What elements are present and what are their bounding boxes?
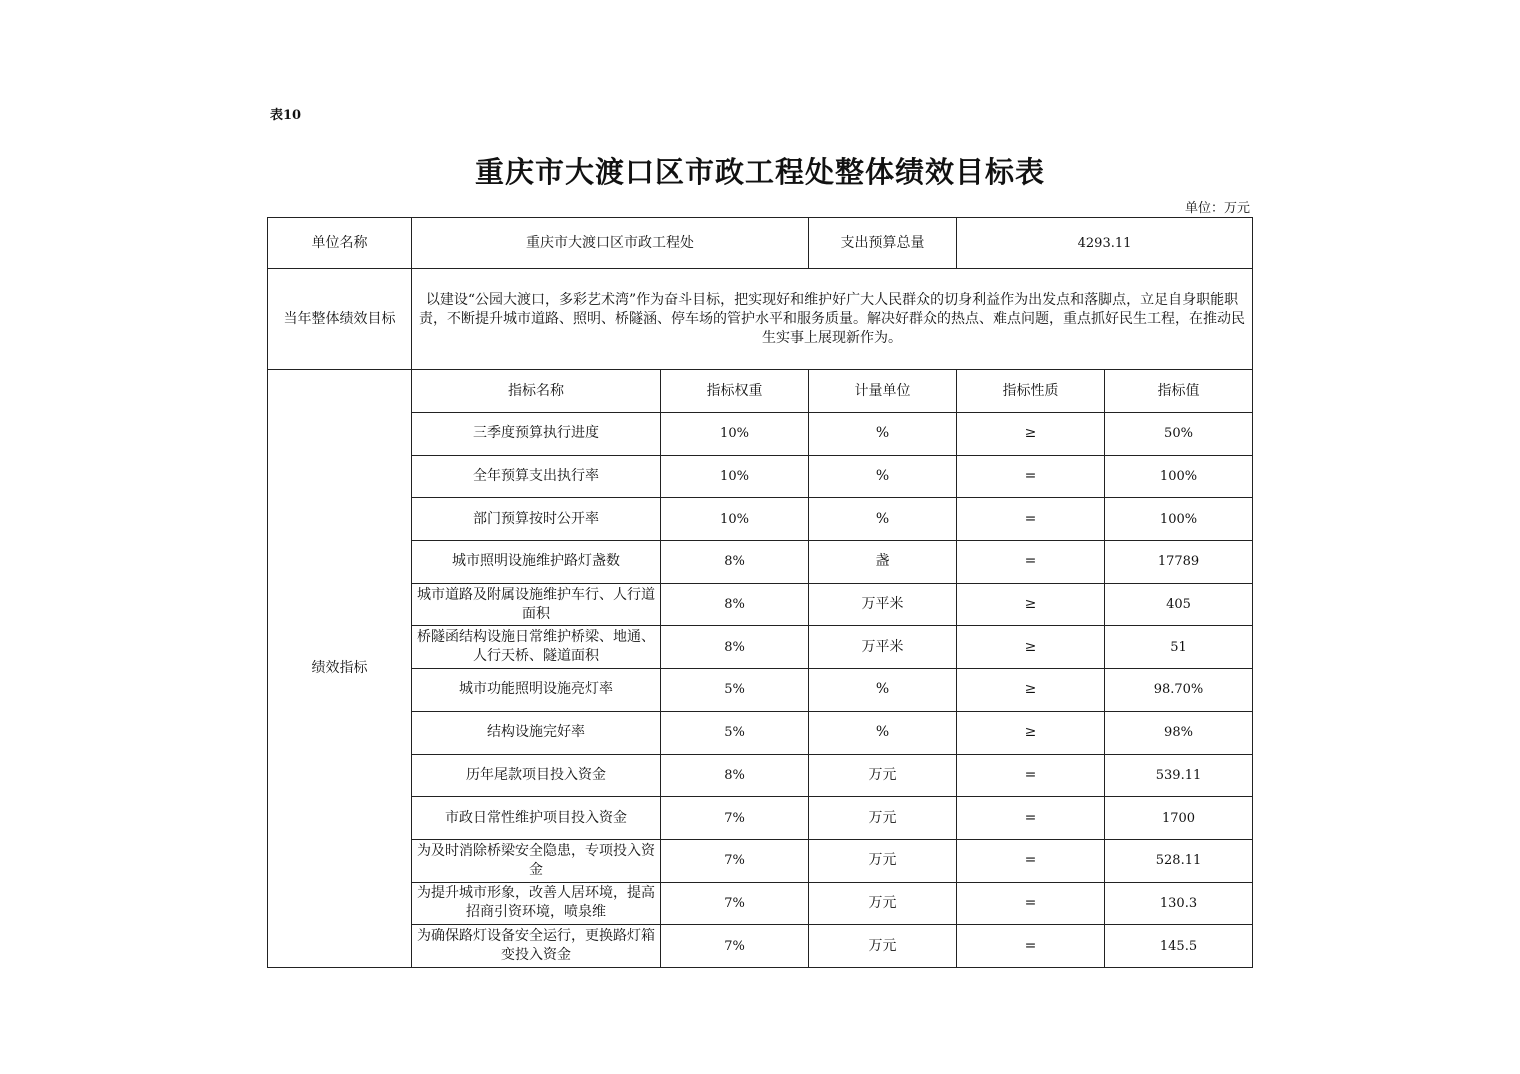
indicator-name: 为提升城市形象，改善人居环境，提高招商引资环境，喷泉维 bbox=[412, 882, 661, 925]
table-number: 表10 bbox=[270, 108, 302, 123]
indicator-value: 100% bbox=[1105, 455, 1253, 498]
table-row bbox=[268, 754, 1253, 797]
performance-table bbox=[267, 217, 1253, 968]
indicator-unit: 万元 bbox=[809, 839, 957, 882]
indicator-nature: = bbox=[957, 839, 1105, 882]
indicator-weight: 7% bbox=[661, 882, 809, 925]
indicator-nature: ≥ bbox=[957, 583, 1105, 626]
indicator-weight: 8% bbox=[661, 541, 809, 584]
table-row bbox=[268, 498, 1253, 541]
indicator-name: 部门预算按时公开率 bbox=[412, 498, 661, 541]
table-row bbox=[268, 797, 1253, 840]
indicator-value: 100% bbox=[1105, 498, 1253, 541]
indicator-nature: = bbox=[957, 455, 1105, 498]
goal-label: 当年整体绩效目标 bbox=[268, 269, 412, 370]
indicator-name: 桥隧函结构设施日常维护桥梁、地通、人行天桥、隧道面积 bbox=[412, 626, 661, 669]
budget-label: 支出预算总量 bbox=[809, 218, 957, 269]
column-header: 指标名称 bbox=[412, 370, 661, 413]
indicator-unit: 万平米 bbox=[809, 626, 957, 669]
indicator-weight: 10% bbox=[661, 455, 809, 498]
table-row bbox=[268, 413, 1253, 456]
indicator-nature: ≥ bbox=[957, 669, 1105, 712]
unit-note: 单位：万元 bbox=[1184, 201, 1250, 216]
indicators-section-label: 绩效指标 bbox=[268, 370, 412, 968]
column-header: 指标权重 bbox=[661, 370, 809, 413]
indicator-nature: = bbox=[957, 882, 1105, 925]
indicator-value: 528.11 bbox=[1105, 839, 1253, 882]
indicator-name: 市政日常性维护项目投入资金 bbox=[412, 797, 661, 840]
indicator-value: 17789 bbox=[1105, 541, 1253, 584]
indicator-value: 98.70% bbox=[1105, 669, 1253, 712]
indicator-value: 50% bbox=[1105, 413, 1253, 456]
indicator-nature: ≥ bbox=[957, 711, 1105, 754]
goal-text: 以建设“公园大渡口，多彩艺术湾”作为奋斗目标，把实现好和维护好广大人民群众的切身利益作为出发点和落脚点，立足自身职能职责，不断提升城市道路、照明、桥隧涵、停车场的管护水平和服务质量。解决好群众的热点、难点问题，重点抓好民生工程，在推动民生实事上展现新作为。 bbox=[412, 269, 1253, 370]
indicator-weight: 7% bbox=[661, 797, 809, 840]
table-row bbox=[268, 882, 1253, 925]
indicator-unit: 万元 bbox=[809, 882, 957, 925]
indicator-name: 结构设施完好率 bbox=[412, 711, 661, 754]
indicator-weight: 10% bbox=[661, 413, 809, 456]
indicator-nature: = bbox=[957, 925, 1105, 968]
unit-name-value: 重庆市大渡口区市政工程处 bbox=[412, 218, 809, 269]
indicator-weight: 5% bbox=[661, 711, 809, 754]
indicator-unit: 万元 bbox=[809, 925, 957, 968]
indicator-unit: 万平米 bbox=[809, 583, 957, 626]
indicator-unit: % bbox=[809, 669, 957, 712]
indicator-name: 三季度预算执行进度 bbox=[412, 413, 661, 456]
indicator-weight: 8% bbox=[661, 626, 809, 669]
indicator-nature: = bbox=[957, 797, 1105, 840]
indicator-nature: ≥ bbox=[957, 626, 1105, 669]
table-row bbox=[268, 669, 1253, 712]
indicator-name: 为确保路灯设备安全运行，更换路灯箱变投入资金 bbox=[412, 925, 661, 968]
indicator-name: 城市功能照明设施亮灯率 bbox=[412, 669, 661, 712]
indicator-value: 130.3 bbox=[1105, 882, 1253, 925]
indicator-value: 98% bbox=[1105, 711, 1253, 754]
indicator-weight: 10% bbox=[661, 498, 809, 541]
indicator-name: 城市照明设施维护路灯盏数 bbox=[412, 541, 661, 584]
indicator-nature: = bbox=[957, 754, 1105, 797]
indicator-value: 405 bbox=[1105, 583, 1253, 626]
column-header: 计量单位 bbox=[809, 370, 957, 413]
goal-row bbox=[268, 269, 1253, 370]
unit-info-row bbox=[268, 218, 1253, 269]
indicator-weight: 7% bbox=[661, 925, 809, 968]
column-header: 指标值 bbox=[1105, 370, 1253, 413]
indicator-name: 为及时消除桥梁安全隐患，专项投入资金 bbox=[412, 839, 661, 882]
indicator-unit: % bbox=[809, 711, 957, 754]
indicator-nature: ≥ bbox=[957, 413, 1105, 456]
unit-name-label: 单位名称 bbox=[268, 218, 412, 269]
indicator-weight: 8% bbox=[661, 754, 809, 797]
indicator-value: 51 bbox=[1105, 626, 1253, 669]
indicator-unit: 盏 bbox=[809, 541, 957, 584]
table-row bbox=[268, 626, 1253, 669]
table-row bbox=[268, 925, 1253, 968]
table-row bbox=[268, 583, 1253, 626]
indicator-value: 145.5 bbox=[1105, 925, 1253, 968]
column-header: 指标性质 bbox=[957, 370, 1105, 413]
indicator-unit: % bbox=[809, 498, 957, 541]
indicator-weight: 5% bbox=[661, 669, 809, 712]
indicator-nature: = bbox=[957, 541, 1105, 584]
indicator-header-row bbox=[268, 370, 1253, 413]
table-row bbox=[268, 541, 1253, 584]
indicator-name: 全年预算支出执行率 bbox=[412, 455, 661, 498]
table-row bbox=[268, 455, 1253, 498]
indicator-weight: 7% bbox=[661, 839, 809, 882]
table-row bbox=[268, 711, 1253, 754]
indicator-unit: 万元 bbox=[809, 754, 957, 797]
indicator-value: 1700 bbox=[1105, 797, 1253, 840]
indicator-unit: % bbox=[809, 413, 957, 456]
indicator-name: 历年尾款项目投入资金 bbox=[412, 754, 661, 797]
indicator-unit: % bbox=[809, 455, 957, 498]
table-row bbox=[268, 839, 1253, 882]
budget-value: 4293.11 bbox=[957, 218, 1253, 269]
indicator-unit: 万元 bbox=[809, 797, 957, 840]
indicator-value: 539.11 bbox=[1105, 754, 1253, 797]
page-title: 重庆市大渡口区市政工程处整体绩效目标表 bbox=[474, 155, 1045, 189]
indicator-nature: = bbox=[957, 498, 1105, 541]
indicator-weight: 8% bbox=[661, 583, 809, 626]
indicator-name: 城市道路及附属设施维护车行、人行道面积 bbox=[412, 583, 661, 626]
